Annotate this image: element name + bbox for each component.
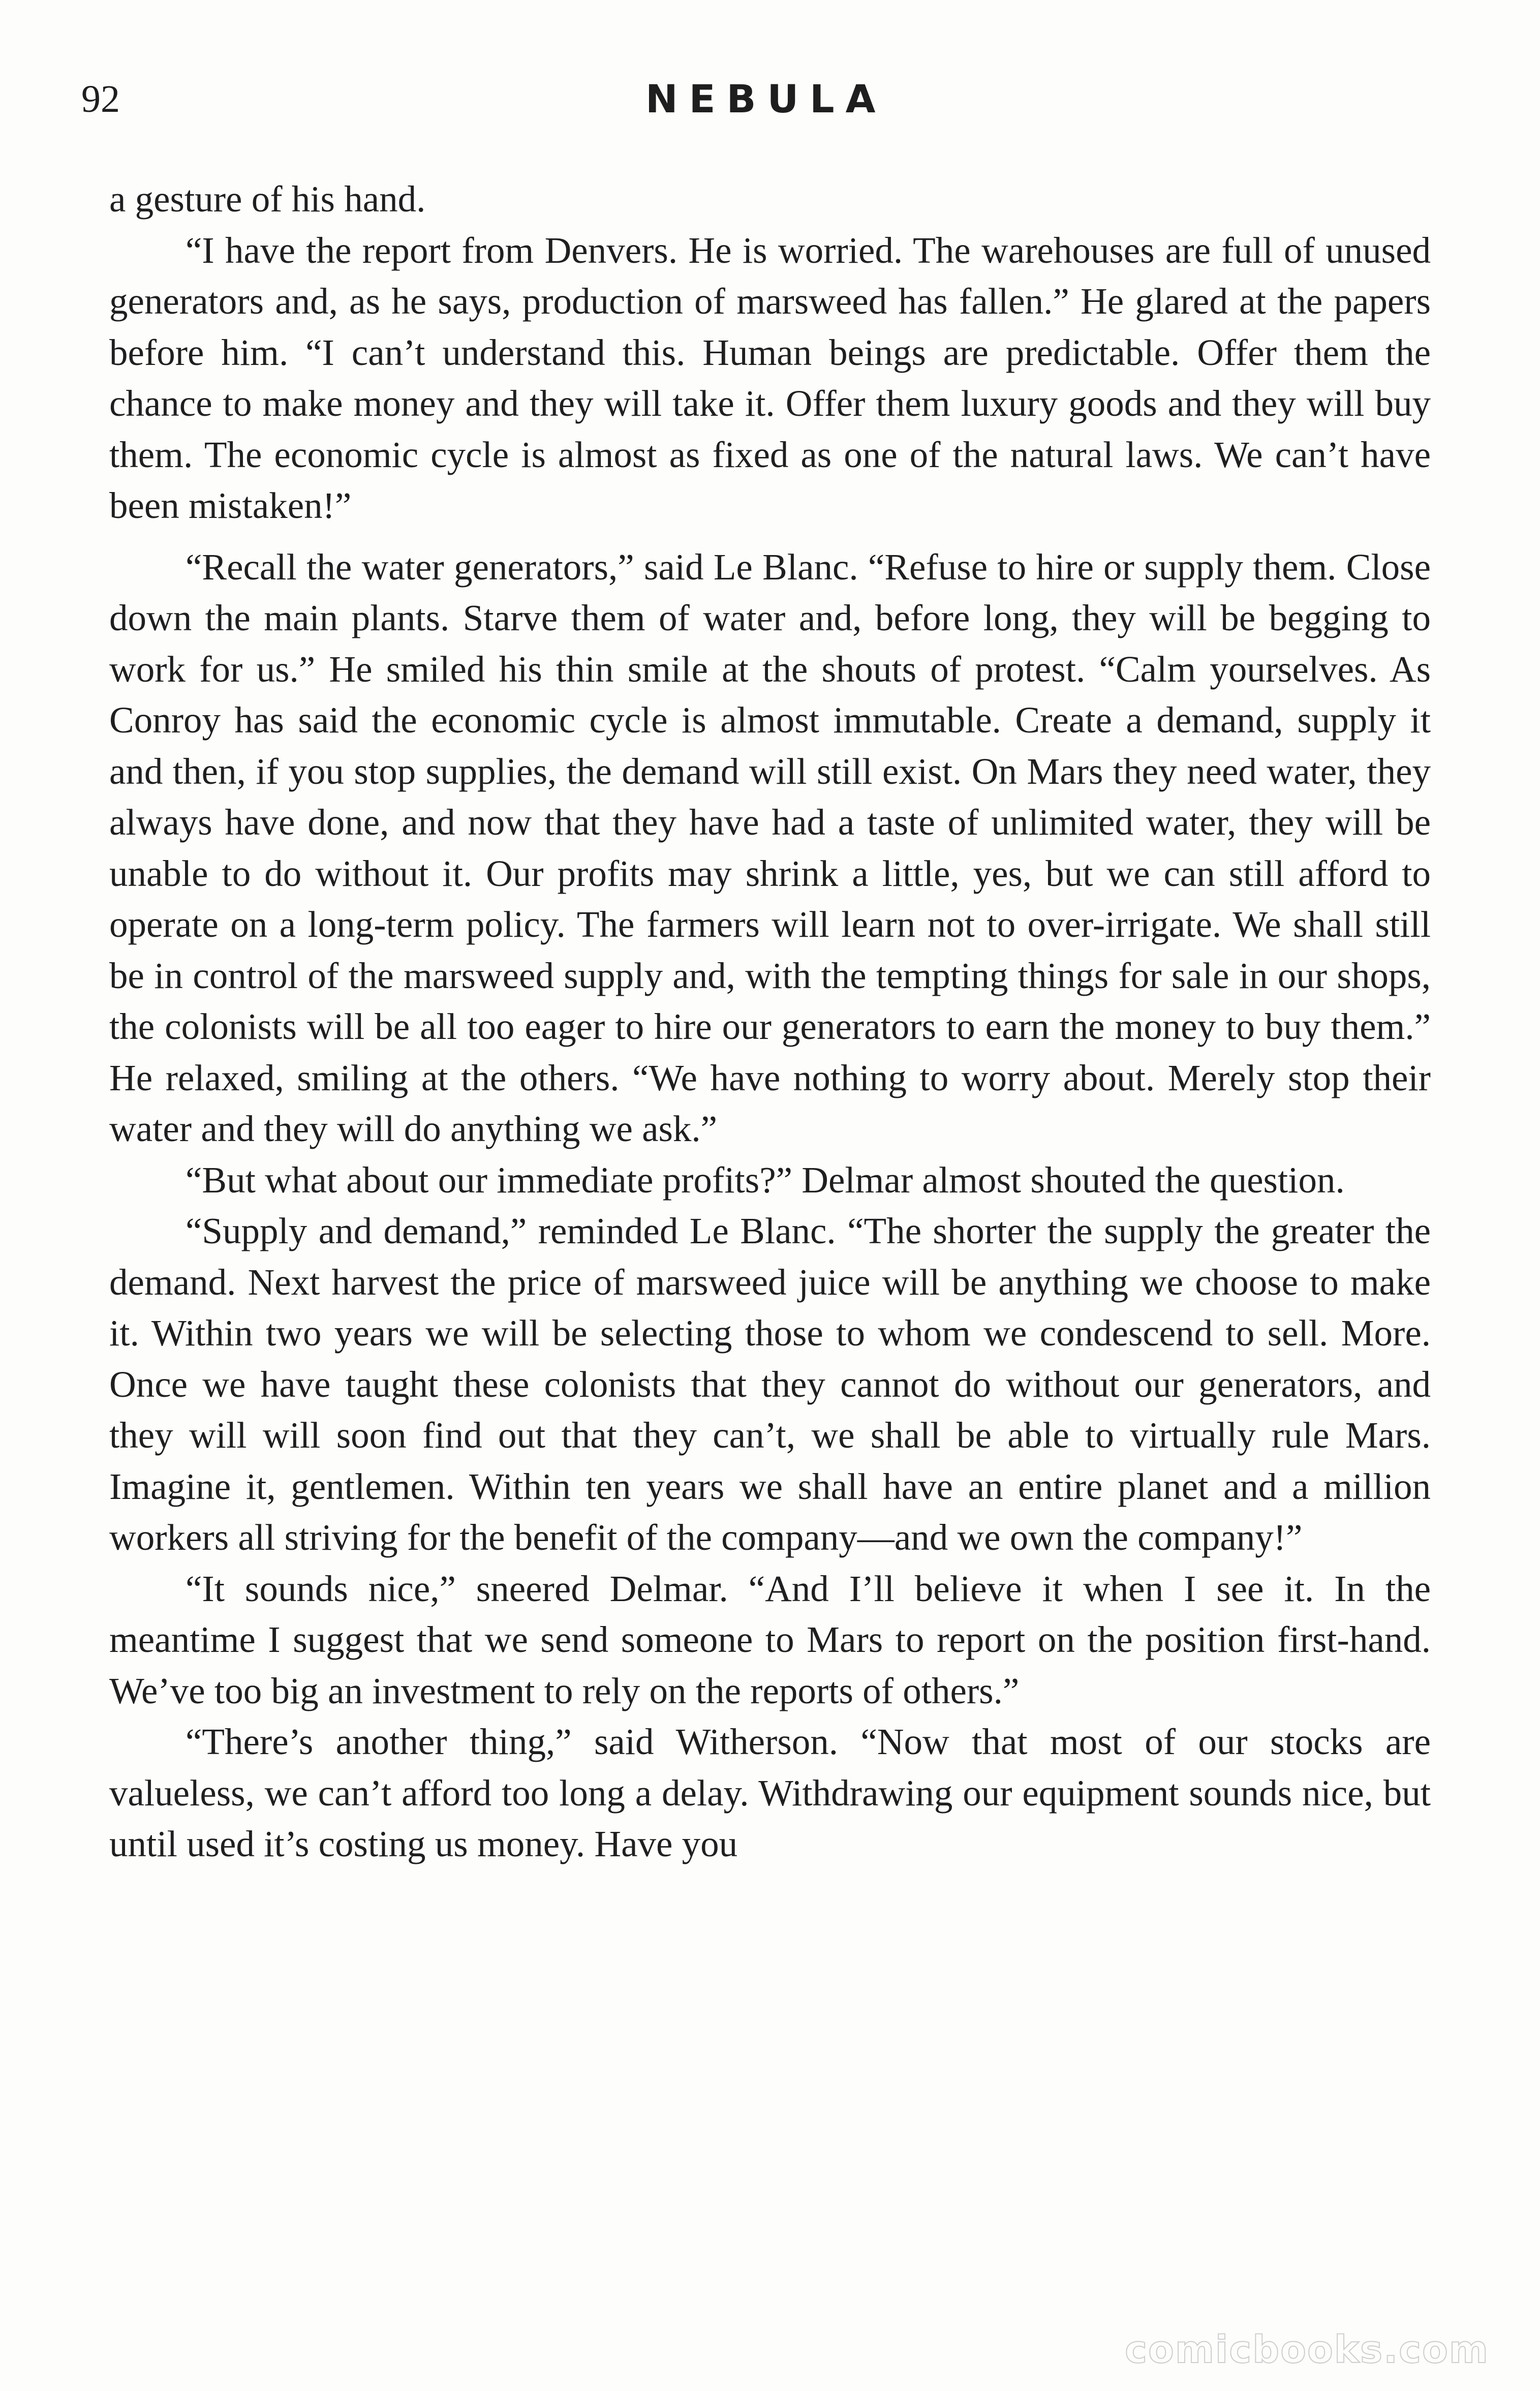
page-number: 92: [81, 78, 120, 120]
paragraph: “Supply and demand,” reminded Le Blanc. “The shorter the supply the greater the demand. Next harvest the price of marsweed juice will be anything we choose to make it. Within two years we will be selecting those to whom we condescend to sell. More. Once we have taught these colonists that they cannot do without our generators, and they will will soon find out that they can’t, we shall be able to virtually rule Mars. Imagine it, gentlemen. Within ten years we shall have an entire planet and a million workers all striving for the benefit of the company—and we own the company!”: [109, 1210, 1431, 1558]
paragraph: “There’s another thing,” said Witherson. “Now that most of our stocks are valueless, we can’t afford too long a delay. Withdrawing our equipment sounds nice, but until used it’s costing us money. Have you: [109, 1721, 1431, 1864]
paragraph: a gesture of his hand.: [109, 178, 426, 220]
paragraph: “Recall the water generators,” said Le Blanc. “Refuse to hire or supply them. Close down the main plants. Starve them of water and, before long, they will be begging to work for us.” He smiled his thin smile at the shouts of protest. “Calm yourselves. As Conroy has said the economic cycle is almost immutable. Create a demand, supply it and then, if you stop supplies, the demand will still exist. On Mars they need water, they always have done, and now that they have had a taste of unlimited water, they will be unable to do without it. Our profits may shrink a little, yes, but we can still afford to operate on a long-term policy. The farmers will learn not to over-irrigate. We shall still be in control of the marsweed supply and, with the tempting things for sale in our shops, the colonists will be all too eager to hire our generators to earn the money to buy them.” He relaxed, smiling at the others. “We have nothing to worry about. Merely stop their water and they will do anything we ask.”: [109, 546, 1431, 1149]
page-header: [81, 76, 1438, 122]
running-title: NEBULA: [645, 76, 887, 121]
watermark: comicbooks.com: [1125, 2328, 1489, 2372]
paragraph: “It sounds nice,” sneered Delmar. “And I’ll believe it when I see it. In the meantime I suggest that we send someone to Mars to report on the position first-hand. We’ve too big an investment to rely on the reports of others.”: [109, 1568, 1431, 1711]
paragraph: “But what about our immediate profits?” Delmar almost shouted the question.: [186, 1159, 1345, 1201]
paragraph: “I have the report from Denvers. He is worried. The warehouses are full of unused generators and, as he says, production of marsweed has fallen.” He glared at the papers before him. “I can’t understand this. Human beings are predictable. Offer them the chance to make money and they will take it. Offer them luxury goods and they will buy them. The economic cycle is almost as fixed as one of the natural laws. We can’t have been mistaken!”: [109, 229, 1431, 526]
body-text: [109, 174, 1431, 1870]
